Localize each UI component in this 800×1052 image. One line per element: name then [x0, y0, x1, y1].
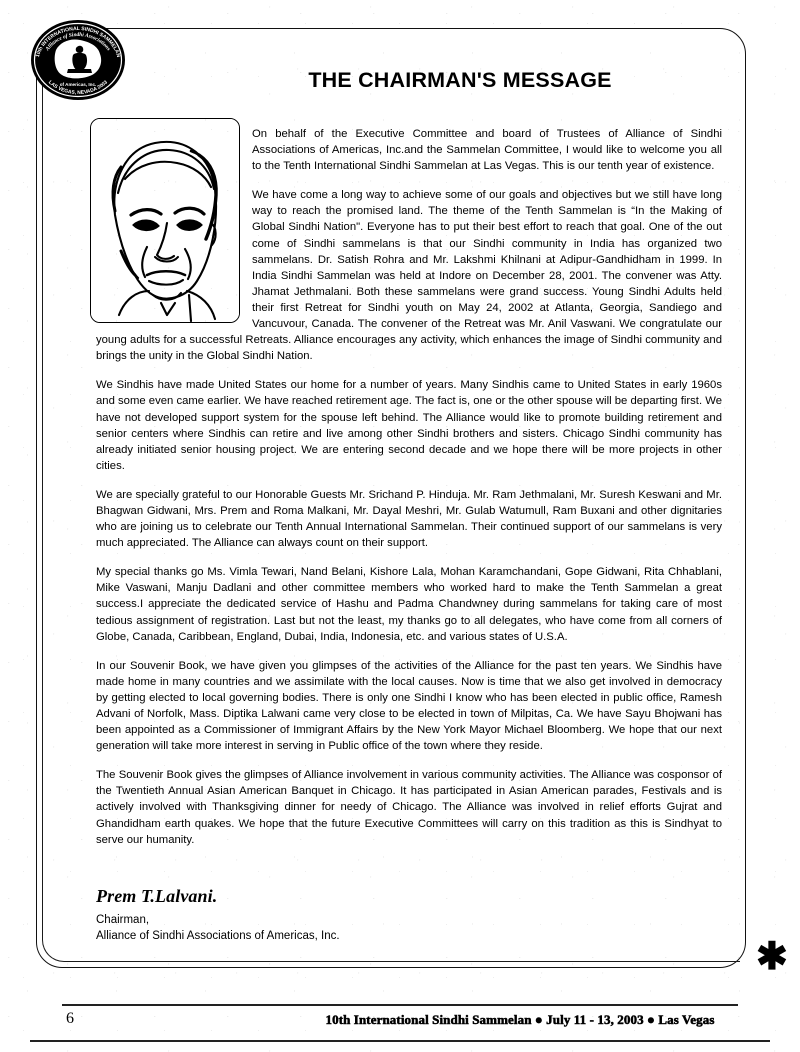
svg-text:10th INTERNATIONAL SINDHI SAMM: 10th INTERNATIONAL SINDHI SAMMELAN: [34, 25, 122, 58]
svg-text:of Americas, Inc.: of Americas, Inc.: [59, 82, 97, 87]
paragraph-2: We have come a long way to achieve some of our goals and objectives but we still have long way to reach the promised land. The theme of the Tenth Sammelan is “In the Making of Global Sindhi Nation". Everyone has to put their best effort to reach that goal. One of the out come of Sindhi sammelans is that our Sindhi community in India has organized two sammelans. Dr. Satish Rohra and Mr. Lakshmi Khilnani at Adipur-Gandhidham in 1999. In India Sindhi Sammelan was held at Indore on December 28, 2001. The convener was Atty. Jhamat Jethmalani. Both these sammelans were grand success. Young Sindhi Adults held their first Retreat for Sindhi youth on May 24, 2002 at Atlanta, Georgia, Sandiego and Vancuvour, Canada. The convener of the Retreat was Mr. Anil Vaswani. We congratulate our young adults for a successful Retreats. Alliance encourages any activity, which enhances the image of Sindhi community and brings the unity in the Global Sindhi Nation.: [96, 189, 722, 363]
sindhi-sammelan-emblem-icon: [26, 16, 130, 104]
paragraph-3: We Sindhis have made United States our home for a number of years. Many Sindhis came to United States in early 1960s and some even came earlier. We have reached retirement age. The fact is, one or the other spouse will be departing first. We have not developed support system for the spouse left behind. The Alliance would like to promote building retirement and senior centers where Sindhis can retire and live among other Sindhi brothers and sisters. Chicago Sindhi community has already initiated senior housing project. We are entering second decade and we hope there will be more projects in other cities.: [96, 379, 722, 472]
asterisk-mark-icon: ✱: [756, 936, 788, 978]
footer-running-title: 10th International Sindhi Sammelan ● July 11 - 13, 2003 ● Las Vegas: [325, 1012, 715, 1027]
page-title: THE CHAIRMAN'S MESSAGE: [308, 68, 612, 92]
page-number: 6: [66, 1010, 74, 1027]
svg-text:LAS VEGAS, NEVADA 2003: LAS VEGAS, NEVADA 2003: [47, 79, 109, 97]
signature-block: [96, 886, 340, 944]
footer-rule-top: [62, 1004, 738, 1006]
paragraph-1: On behalf of the Executive Committee and board of Trustees of Alliance of Sindhi Associations of Americas, Inc.and the Sammelan Committee, I would like to welcome you all to the Tenth International Sindhi Sammelan at Las Vegas. This is our tenth year of existence.: [252, 128, 722, 173]
paragraph-5: My special thanks go Ms. Vimla Tewari, Nand Belani, Kishore Lala, Mohan Karamchandani, Gope Gidwani, Rita Chhablani, Mike Vaswani, Manju Dadlani and other committee members who worked hard to make the Tenth Sammelan a great success.I appreciate the dedicated service of Hashu and Padma Chandwney during sammelans for taking care of most tedious assignment of registration. Last but not the least, my thanks go to all delegates, who have come from all corners of Globe, Canada, Caribbean, England, Dubai, India, Indonesia, etc. and various states of U.S.A.: [96, 566, 722, 643]
paragraph-7: The Souvenir Book gives the glimpses of Alliance involvement in various community activities. The Alliance was cosponsor of the Twentieth Annual Asian American Banquet in Chicago. It has participated in Asian American parades, Festivals and is actively involved with Thanksgiving dinner for needy of Chicago. The Alliance was involved in relief efforts Gujrat and Ghandidham earth quakes. We hope that the future Executive Committees will carry on this tradition as this is Sindhyat to serve our humanity.: [96, 769, 722, 846]
chairman-portrait-photo: [90, 118, 240, 323]
signature-role: Chairman,: [96, 914, 150, 926]
paragraph-4: We are specially grateful to our Honorable Guests Mr. Srichand P. Hinduja. Mr. Ram Jethmalani, Mr. Suresh Keswani and Mr. Bhagwan Gidwani, Mrs. Prem and Roma Malkani, Mr. Dayal Meshri, Mr. Gulab Watumull, Ram Buxani and other dignitaries who are joining us to celebrate our Tenth Annual International Sammelan. Their continued support of our sammelans is very much appreciated. The Alliance can always count on their support.: [96, 488, 722, 550]
paragraph-6: In our Souvenir Book, we have given you glimpses of the activities of the Alliance for the past ten years. We Sindhis have made home in many countries and we assimilate with the local causes. Now is time that we also get involved in democracy by getting elected to local governing bodies. There is only one Sindhi I know who has been elected in public office, Ramesh Advani of Norfolk, Mass. Diptika Lalwani came very close to be elected in town of Milpitas, Ca. We have Sayu Bhojwani has been appointed as a Commissioner of Immigrant Affairs by the New York Mayor Michael Bloomberg. We hope that our next generation will take more interest in serving in Public office of the town where they reside.: [96, 659, 722, 753]
signature-name: Prem T.Lalvani.: [96, 886, 218, 906]
signature-organization: Alliance of Sindhi Associations of Americas, Inc.: [96, 929, 340, 942]
footer-rule-bottom: [30, 1040, 770, 1042]
svg-text:Alliance of Sindhi Association: Alliance of Sindhi Associations: [44, 31, 112, 53]
